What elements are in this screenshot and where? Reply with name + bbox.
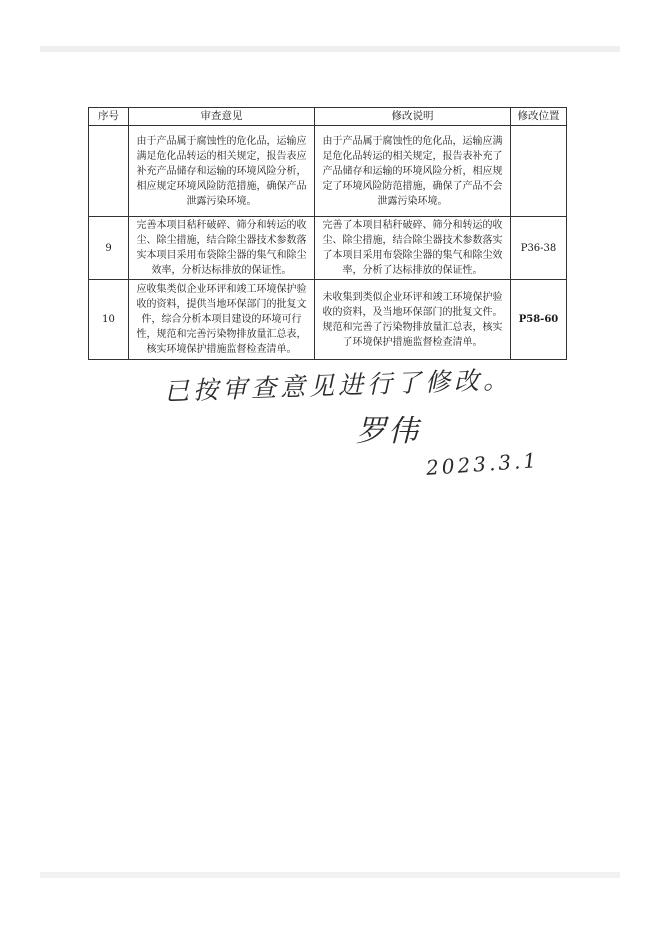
row-location: P58-60: [511, 280, 567, 360]
handwritten-date: 2023.3.1: [425, 448, 540, 480]
row-location: [511, 126, 567, 217]
row-location: P36-38: [511, 217, 567, 280]
row-opinion: 由于产品属于腐蚀性的危化品，运输应满足危化品转运的相关规定，报告表应补充产品储存和运输的环境风险分析，相应规定环境风险防范措施，确保产品泄露污染环境。: [129, 126, 315, 217]
row-no: [89, 126, 129, 217]
header-row: [89, 108, 567, 126]
table-row: [89, 126, 567, 217]
review-table: [88, 107, 567, 360]
header-no: 序号: [89, 108, 129, 126]
row-opinion: 完善本项目秸秆破碎、筛分和转运的收尘、除尘措施，结合除尘器技术参数落实本项目采用布袋除尘器的集气和除尘效率，分析达标排放的保证性。: [129, 217, 315, 280]
row-opinion: 应收集类似企业环评和竣工环境保护验收的资料，提供当地环保部门的批复文件，综合分析本项目建设的环境可行性，规范和完善污染物排放量汇总表，核实环境保护措施监督检查清单。: [129, 280, 315, 360]
table-row: [89, 280, 567, 360]
handwritten-remark: 已按审查意见进行了修改。: [163, 364, 513, 407]
header-location: 修改位置: [511, 108, 567, 126]
row-no: 9: [89, 217, 129, 280]
header-explanation: 修改说明: [315, 108, 511, 126]
row-no: 10: [89, 280, 129, 360]
row-explanation: 由于产品属于腐蚀性的危化品，运输应满足危化品转运的相关规定，报告表补充了产品储存和运输的环境风险分析，相应规定了环境风险防范措施，确保了产品不会泄露污染环境。: [315, 126, 511, 217]
scan-edge-top: [40, 46, 620, 52]
scan-edge-bottom: [40, 872, 620, 878]
table-row: [89, 217, 567, 280]
row-explanation: 未收集到类似企业环评和竣工环境保护验收的资料，及当地环保部门的批复文件。规范和完善了污染物排放量汇总表，核实了环境保护措施监督检查清单。: [315, 280, 511, 360]
row-explanation: 完善了本项目秸秆破碎、筛分和转运的收尘、除尘措施，结合除尘器技术参数落实了本项目采用布袋除尘器的集气和除尘效率，分析了达标排放的保证性。: [315, 217, 511, 280]
handwritten-signature: 罗伟: [356, 414, 420, 449]
header-opinion: 审查意见: [129, 108, 315, 126]
